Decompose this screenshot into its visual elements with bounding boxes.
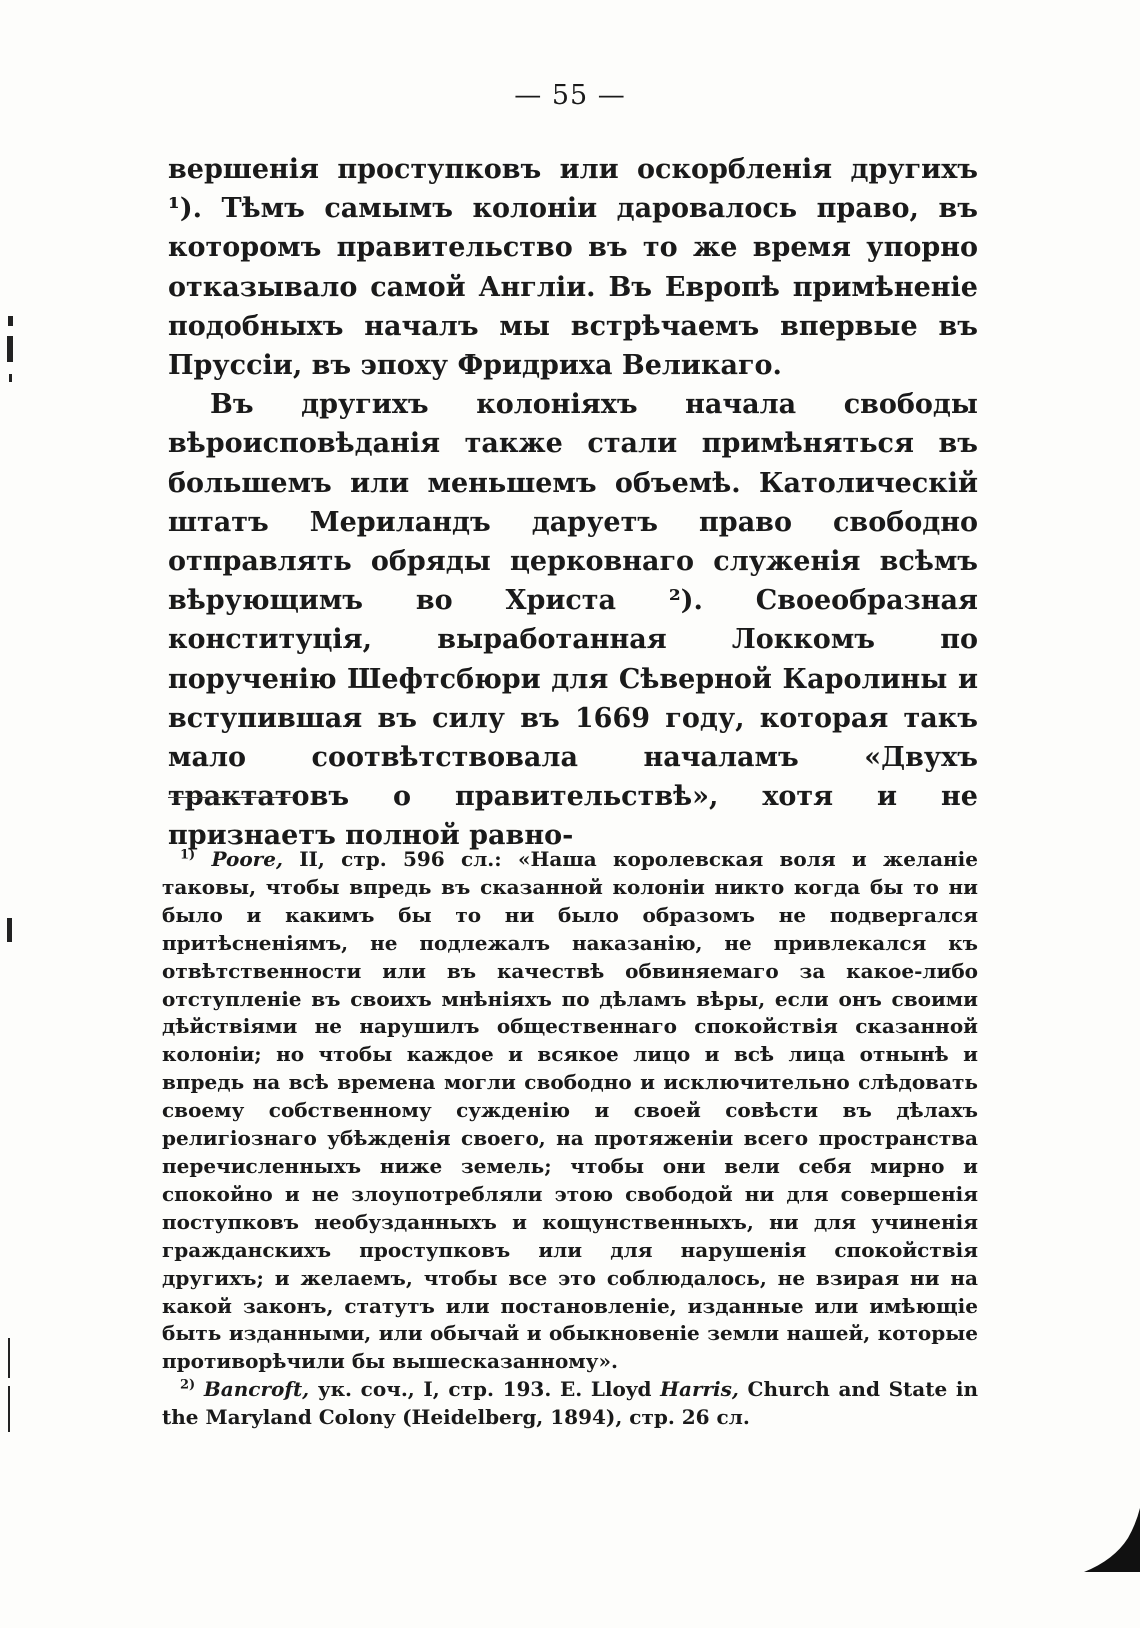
footnote-2 (162, 1376, 978, 1432)
paragraph-2: Въ другихъ колоніяхъ начала свободы вѣроисповѣданія также стали примѣняться въ большемъ или меньшемъ объемѣ. Католическій штатъ Мериландъ даруетъ право свободно отправлять обряды церковнаго служенія всѣмъ вѣрующимъ во Христа ²). Своеобразная конституція, выработанная Локкомъ по порученію Шефтсбюри для Сѣверной Каролины и вступившая въ силу въ 1669 году, которая такъ мало соотвѣтствовала началамъ «Двухъ трактатовъ о правительствѣ», хотя и не признаетъ полной равно- (168, 389, 978, 852)
margin-mark (8, 316, 13, 326)
margin-mark (9, 374, 12, 382)
margin-mark (8, 1386, 10, 1432)
footnote-separator (168, 797, 294, 798)
footnote-2-text-b: Church and State in the Maryland Colony (Heidelberg, 1894), стр. 26 сл. (162, 1377, 979, 1430)
footnotes (162, 846, 978, 1432)
footnote-2-author: Bancroft, (203, 1377, 310, 1402)
page-number-text: — 55 — (514, 80, 626, 111)
footnote-1 (162, 846, 978, 1376)
footnote-1-marker: 1) (180, 847, 196, 863)
margin-mark (7, 336, 13, 362)
margin-mark (7, 918, 12, 942)
margin-mark (8, 1338, 10, 1378)
footnote-2-author-2: Harris, (660, 1377, 739, 1402)
footnote-2-marker: 2) (180, 1377, 196, 1393)
paragraph-1: вершенія проступковъ или оскорбленія другихъ ¹). Тѣмъ самымъ колоніи даровалось право, въ которомъ правительство въ то же время упорно отказывало самой Англіи. Въ Европѣ примѣненіе подобныхъ началъ мы встрѣчаемъ впервые въ Пруссіи, въ эпоху Фридриха Великаго. (168, 154, 978, 382)
main-text (168, 150, 978, 856)
footnote-2-text-a: ук. соч., I, стр. 193. E. Lloyd (317, 1377, 652, 1402)
page-number (0, 80, 1140, 111)
footnote-1-text: II, стр. 596 сл.: «Наша королевская воля и желаніе таковы, чтобы впредь въ сказанной колоніи никто когда бы то ни было и какимъ бы то ни было образомъ не подвергался притѣсненіямъ, не подлежалъ наказанію, не привлекался къ отвѣтственности или въ качествѣ обвиняемаго за какое-либо отступленіе въ своихъ мнѣніяхъ по дѣламъ вѣры, если онъ своими дѣйствіями не нарушилъ общественнаго спокойствія сказанной колоніи; но чтобы каждое и всякое лицо и всѣ лица отнынѣ и впредь на всѣ времена могли свободно и исключительно слѣдовать своему собственному сужденію и своей совѣсти въ дѣлахъ религіознаго убѣжденія своего, на протяженіи всего пространства перечисленныхъ ниже земель; чтобы они вели себя мирно и спокойно и не злоупотребляли этою свободой ни для совершенія поступковъ необузданныхъ и кощунственныхъ, ни для учиненія гражданскихъ проступковъ или для нарушенія спокойствія другихъ; и желаемъ, чтобы все это соблюдалось, не взирая ни на какой законъ, статутъ или постановленіе, изданные или имѣющіе быть изданными, или обычай и обыкновеніе земли нашей, которые противорѣчили бы вышесказанному». (162, 847, 978, 1374)
footnote-1-author: Poore, (211, 847, 283, 871)
scan-corner-shadow (1084, 1508, 1140, 1572)
